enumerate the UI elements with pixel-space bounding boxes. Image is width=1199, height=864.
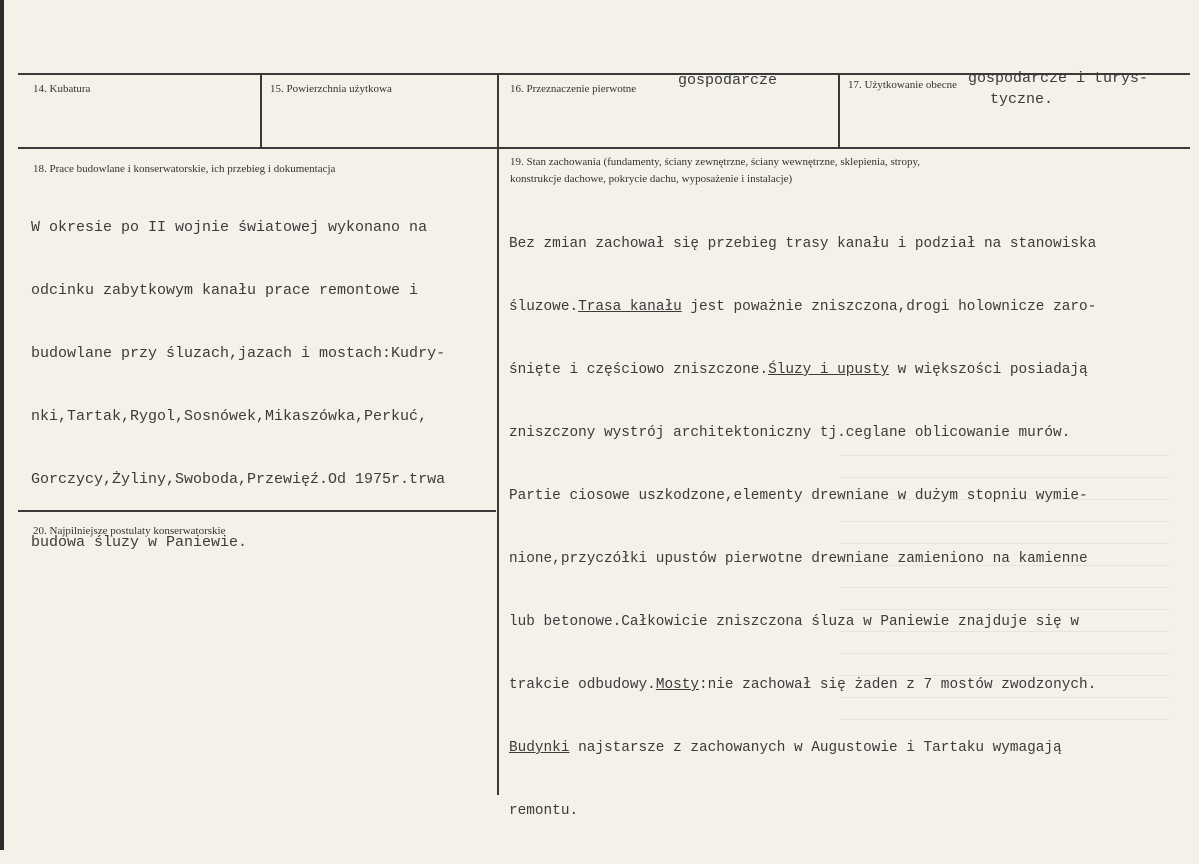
field-18-text-line: budowlane przy śluzach,jazach i mostach:Kudry- [31,345,446,362]
field-18-text-line: W okresie po II wojnie światowej wykonano na [31,219,428,236]
field-19-label-line2: konstrukcje dachowe, pokrycie dachu, wyposażenie i instalacje) [510,173,793,185]
field-18-text-line: odcinku zabytkowym kanału prace remontowe i [31,282,419,299]
field-19-text-line [509,360,1096,381]
paper-edge [0,0,4,850]
field-17-value-line1: gospodarcze i turys- [968,70,1149,87]
field-19-label-line1: 19. Stan zachowania (fundamenty, ściany zewnętrzne, ściany wewnętrzne, sklepienia, stropy, [510,156,921,168]
col-divider-14-15 [260,73,262,148]
field-19-text-run: najstarsze z zachowanych w Augustowie i Tartaku wymagają [569,740,1062,756]
field-19-text-line: nione,przyczółki upustów pierwotne drewniane zamieniono na kamienne [509,551,1088,567]
field-19-text-line: Bez zmian zachował się przebieg trasy kanału i podział na stanowiska [509,236,1097,252]
field-14-label: 14. Kubatura [33,83,91,95]
field-19-text-line: remontu. [509,803,579,819]
field-17-label: 17. Użytkowanie obecne [848,79,958,91]
field-19-text-line: lub betonowe.Całkowicie zniszczona śluza w Paniewie znajduje się w [509,614,1079,630]
field-19-text-line [509,738,1096,759]
field-19-text-run: trakcie odbudowy. [509,677,656,693]
col-divider-main [497,147,499,795]
field-17-value-line2: tyczne. [990,91,1054,108]
field-19-text-line [509,297,1096,318]
field-19-text-run: śluzowe. [509,299,579,315]
field-19-text-run: w większości posiadają [888,362,1088,378]
field-18-text-line: budowa śluzy w Paniewie. [31,534,248,551]
field-18-text-line: Gorczycy,Żyliny,Swoboda,Przewięź.Od 1975r.trwa [31,471,446,488]
field-16-label: 16. Przeznaczenie pierwotne [510,83,637,95]
field-15-label: 15. Powierzchnia użytkowa [270,83,392,95]
heading-budynki: Budynki [509,740,570,756]
field-19-text-run: :nie zachował się żaden z 7 mostów zwodzonych. [699,677,1097,693]
heading-trasa-kanalu: Trasa kanału [578,299,682,315]
field-16-value: gospodarcze [678,72,778,89]
field-19-text-run: śnięte i częściowo zniszczone. [509,362,769,378]
heading-sluzy-i-upusty: Śluzy i upusty [768,362,889,378]
bleed-through-texture [840,440,1170,720]
field-19-text-line: Partie ciosowe uszkodzone,elementy drewniane w dużym stopniu wymie- [509,488,1088,504]
row-divider [18,147,1190,149]
col-divider-16-17 [838,73,840,148]
field-18-label: 18. Prace budowlane i konserwatorskie, ich przebieg i dokumentacja [33,163,336,175]
field-19-text-run: jest poważnie zniszczona,drogi holownicze zaro- [681,299,1097,315]
field-18-text-line: nki,Tartak,Rygol,Sosnówek,Mikaszówka,Perkuć, [31,408,428,425]
col-divider-15-16 [497,73,499,148]
field-20-label: 20. Najpilniejsze postulaty konserwatorskie [33,525,226,537]
field-19-text-line: zniszczony wystrój architektoniczny tj.ceglane oblicowanie murów. [509,425,1071,441]
heading-mosty: Mosty [655,677,699,693]
